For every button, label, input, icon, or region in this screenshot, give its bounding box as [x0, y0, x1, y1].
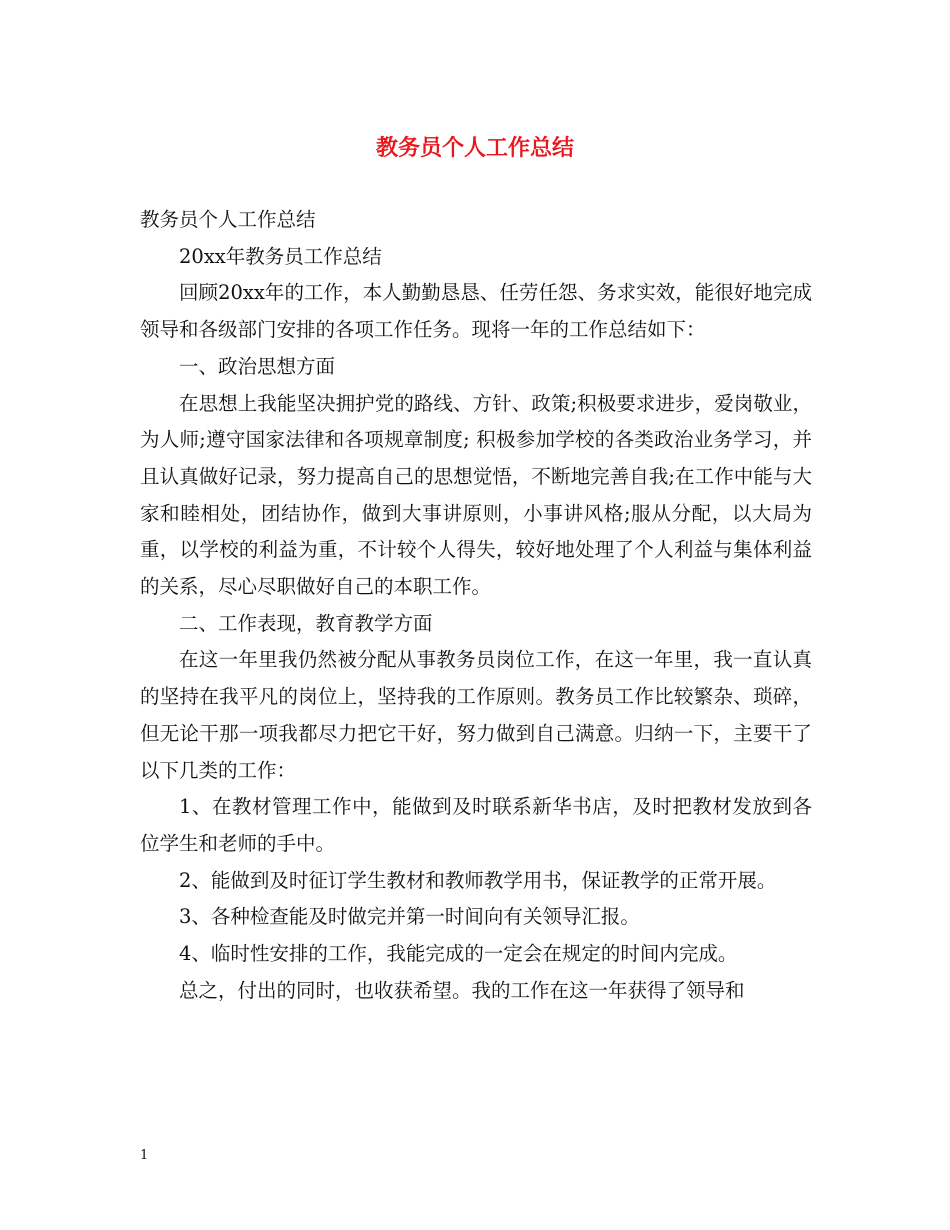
section-heading-political: 一、政治思想方面 [179, 354, 336, 378]
paragraph-political: 在思想上我能坚决拥护党的路线、方针、政策;积极要求进步，爱岗敬业，为人师;遵守国家法律和各项规章制度; 积极参加学校的各类政治业务学习，并且认真做好记录，努力提高自己的思想觉悟，不断地完善自我;在工作中能与大家和睦相处，团结协作，做到大事讲原则，小事讲风格;服从分配，以大局为重，以学校的利益为重，不计较个人得失，较好地处理了个人利益与集体利益的关系，尽心尽职做好自己的本职工作。 [140, 391, 812, 599]
list-item-2: 2、能做到及时征订学生教材和教师教学用书，保证教学的正常开展。 [179, 868, 777, 892]
list-item-3: 3、各种检查能及时做完并第一时间向有关领导汇报。 [179, 905, 640, 929]
document-title: 教务员个人工作总结 [375, 135, 574, 161]
page-number: 1 [140, 1148, 149, 1163]
list-item-4: 4、临时性安排的工作，我能完成的一定会在规定的时间内完成。 [179, 942, 738, 966]
section-heading-work: 二、工作表现，教育教学方面 [179, 611, 433, 635]
paragraph-intro: 回顾20xx年的工作，本人勤勤恳恳、任劳任怨、务求实效，能很好地完成领导和各级部门安排的各项工作任务。现将一年的工作总结如下： [140, 281, 812, 342]
paragraph-subtitle: 20xx年教务员工作总结 [179, 244, 382, 268]
paragraph-work: 在这一年里我仍然被分配从事教务员岗位工作，在这一年里，我一直认真的坚持在我平凡的岗位上，坚持我的工作原则。教务员工作比较繁杂、琐碎，但无论干那一项我都尽力把它干好，努力做到自己满意。归纳一下，主要干了以下几类的工作： [140, 648, 812, 782]
paragraph-heading: 教务员个人工作总结 [140, 208, 316, 231]
paragraph-conclusion: 总之，付出的同时，也收获希望。我的工作在这一年获得了领导和 [179, 978, 745, 1002]
list-item-1: 1、在教材管理工作中，能做到及时联系新华书店，及时把教材发放到各位学生和老师的手中。 [140, 795, 812, 855]
document-body [140, 202, 812, 1009]
